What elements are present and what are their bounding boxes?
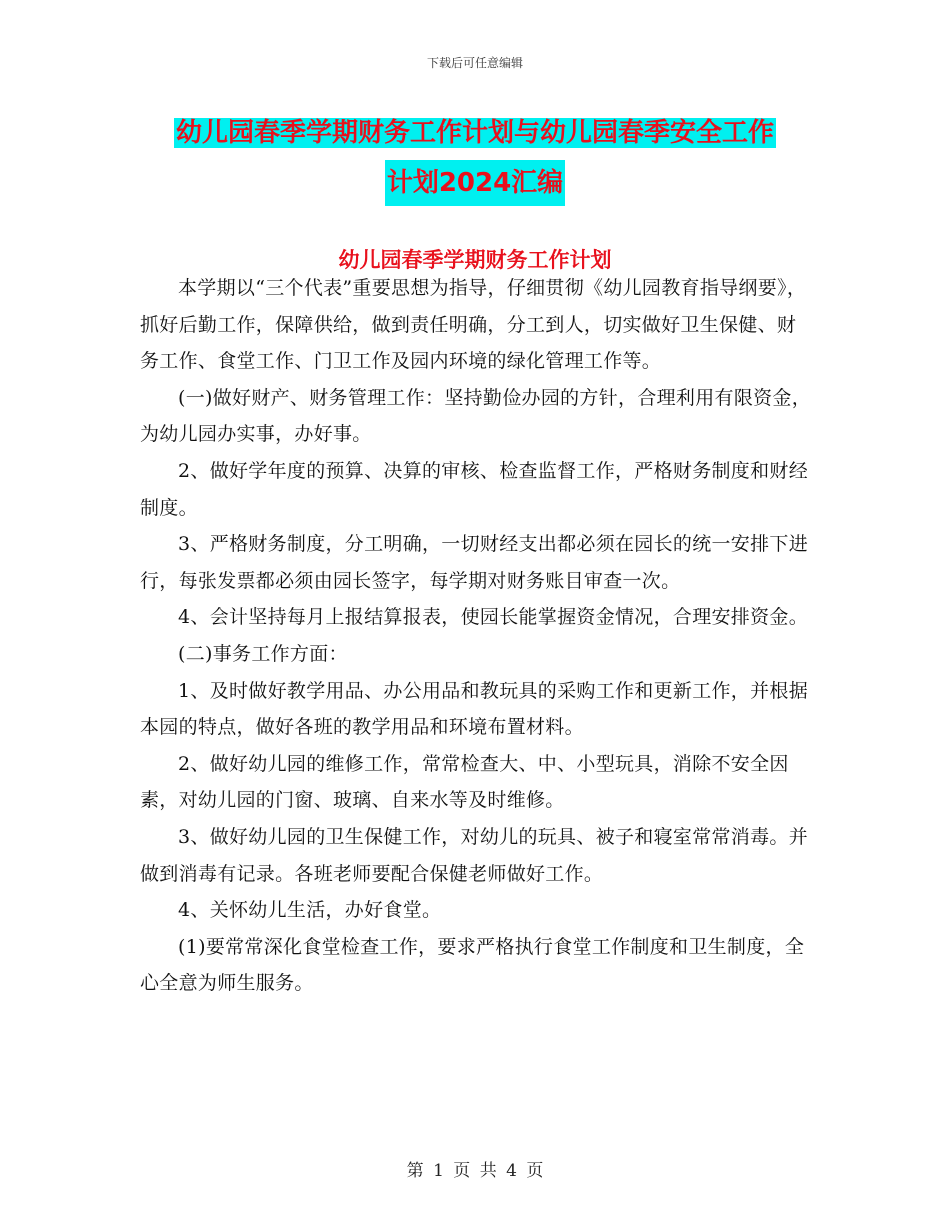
header-note: 下载后可任意编辑 [426, 56, 523, 70]
paragraph: (二)事务工作方面： [178, 642, 348, 665]
page-footer: 第 1 页 共 4 页 [406, 1161, 544, 1181]
document-body [140, 270, 812, 1002]
title-line-2: 计划2024汇编 [385, 160, 565, 206]
paragraph: 4、关怀幼儿生活，办好食堂。 [178, 899, 442, 922]
paragraph: (1)要常常深化食堂检查工作，要求严格执行食堂工作制度和卫生制度，全心全意为师生服务。 [140, 935, 805, 995]
document-title [0, 110, 950, 206]
title-line-1: 幼儿园春季学期财务工作计划与幼儿园春季安全工作 [175, 118, 774, 148]
section-title: 幼儿园春季学期财务工作计划 [338, 248, 612, 272]
paragraph: (一)做好财产、财务管理工作：坚持勤俭办园的方针，合理利用有限资金，为幼儿园办实事，办好事。 [140, 386, 812, 446]
paragraph: 本学期以“三个代表”重要思想为指导，仔细贯彻《幼儿园教育指导纲要》，抓好后勤工作，保障供给，做到责任明确，分工到人，切实做好卫生保健、财务工作、食堂工作、门卫工作及园内环境的绿化管理工作等。 [140, 277, 807, 373]
paragraph: 3、做好幼儿园的卫生保健工作，对幼儿的玩具、被子和寝室常常消毒。并做到消毒有记录。各班老师要配合保健老师做好工作。 [140, 825, 808, 885]
paragraph: 2、做好学年度的预算、决算的审核、检查监督工作，严格财务制度和财经制度。 [140, 459, 808, 519]
paragraph: 1、及时做好教学用品、办公用品和教玩具的采购工作和更新工作，并根据本园的特点，做好各班的教学用品和环境布置材料。 [140, 679, 808, 739]
paragraph: 3、严格财务制度，分工明确，一切财经支出都必须在园长的统一安排下进行，每张发票都必须由园长签字，每学期对财务账目审查一次。 [140, 533, 808, 592]
paragraph: 2、做好幼儿园的维修工作，常常检查大、中、小型玩具，消除不安全因素，对幼儿园的门窗、玻璃、自来水等及时维修。 [140, 752, 789, 812]
paragraph: 4、会计坚持每月上报结算报表，使园长能掌握资金情况，合理安排资金。 [178, 606, 808, 629]
